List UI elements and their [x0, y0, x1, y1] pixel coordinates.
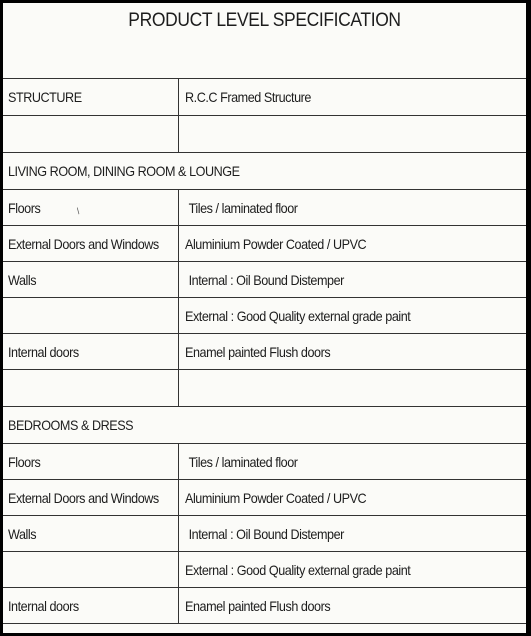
table-row [3, 480, 526, 516]
section-heading: LIVING ROOM, DINING ROOM & LOUNGE [8, 163, 240, 179]
table-row [3, 262, 526, 298]
row-value: Aluminium Powder Coated / UPVC [185, 235, 367, 252]
row-value: Internal : Oil Bound Distemper [188, 525, 344, 542]
section-heading: BEDROOMS & DRESS [8, 417, 134, 433]
row-value-cell [179, 262, 527, 298]
table-row [3, 552, 526, 588]
row-label-cell [3, 262, 179, 298]
row-value: Internal : Oil Bound Distemper [188, 271, 344, 288]
section-heading-cell [3, 407, 526, 444]
row-value-cell [179, 516, 527, 552]
table-row [3, 588, 526, 624]
row-value-cell [179, 552, 527, 588]
row-value: Tiles / laminated floor [188, 453, 298, 470]
row-value-cell [179, 190, 527, 226]
row-label-cell [3, 116, 179, 153]
row-label-cell [3, 226, 179, 262]
row-value-cell [179, 116, 527, 153]
row-value-cell [179, 79, 527, 116]
table-row-blank [3, 116, 526, 153]
row-value: Enamel painted Flush doors [185, 343, 331, 360]
stray-pen-mark: / [74, 206, 82, 216]
row-label-cell [3, 190, 179, 226]
section-heading-row [3, 407, 526, 444]
table-row [3, 226, 526, 262]
row-label: Internal doors [8, 343, 79, 360]
section-heading-row [3, 153, 526, 190]
row-value-cell [179, 334, 527, 370]
specification-table [3, 78, 526, 624]
row-label-cell [3, 444, 179, 480]
table-row [3, 190, 526, 226]
row-label-cell [3, 298, 179, 334]
row-label: Internal doors [8, 597, 79, 614]
table-row [3, 516, 526, 552]
row-label: External Doors and Windows [8, 489, 159, 506]
section-heading-cell [3, 153, 526, 190]
table-row-blank [3, 370, 526, 407]
row-label: External Doors and Windows [8, 235, 159, 252]
row-label: Walls [8, 271, 37, 288]
row-label: Walls [8, 525, 37, 542]
table-row [3, 334, 526, 370]
row-label: Floors [8, 453, 41, 470]
row-value-cell [179, 298, 527, 334]
table-row [3, 444, 526, 480]
row-label-cell [3, 588, 179, 624]
table-row [3, 298, 526, 334]
row-label: STRUCTURE [8, 89, 82, 105]
row-value: Tiles / laminated floor [188, 199, 298, 216]
specification-sheet [3, 3, 526, 633]
row-label-cell [3, 79, 179, 116]
row-label-cell [3, 552, 179, 588]
row-label-cell [3, 334, 179, 370]
row-value-cell [179, 588, 527, 624]
page-title: PRODUCT LEVEL SPECIFICATION [128, 10, 401, 31]
row-label-cell [3, 480, 179, 516]
row-value: R.C.C Framed Structure [185, 89, 311, 105]
row-value-cell [179, 226, 527, 262]
row-value: Enamel painted Flush doors [185, 597, 331, 614]
row-label-cell [3, 516, 179, 552]
row-label: Floors [8, 199, 41, 216]
row-value: Aluminium Powder Coated / UPVC [185, 489, 367, 506]
row-value-cell [179, 480, 527, 516]
row-value: External : Good Quality external grade paint [185, 307, 411, 324]
row-label-cell [3, 370, 179, 407]
row-value: External : Good Quality external grade paint [185, 561, 411, 578]
row-value-cell [179, 370, 527, 407]
table-row-structure [3, 79, 526, 116]
row-value-cell [179, 444, 527, 480]
